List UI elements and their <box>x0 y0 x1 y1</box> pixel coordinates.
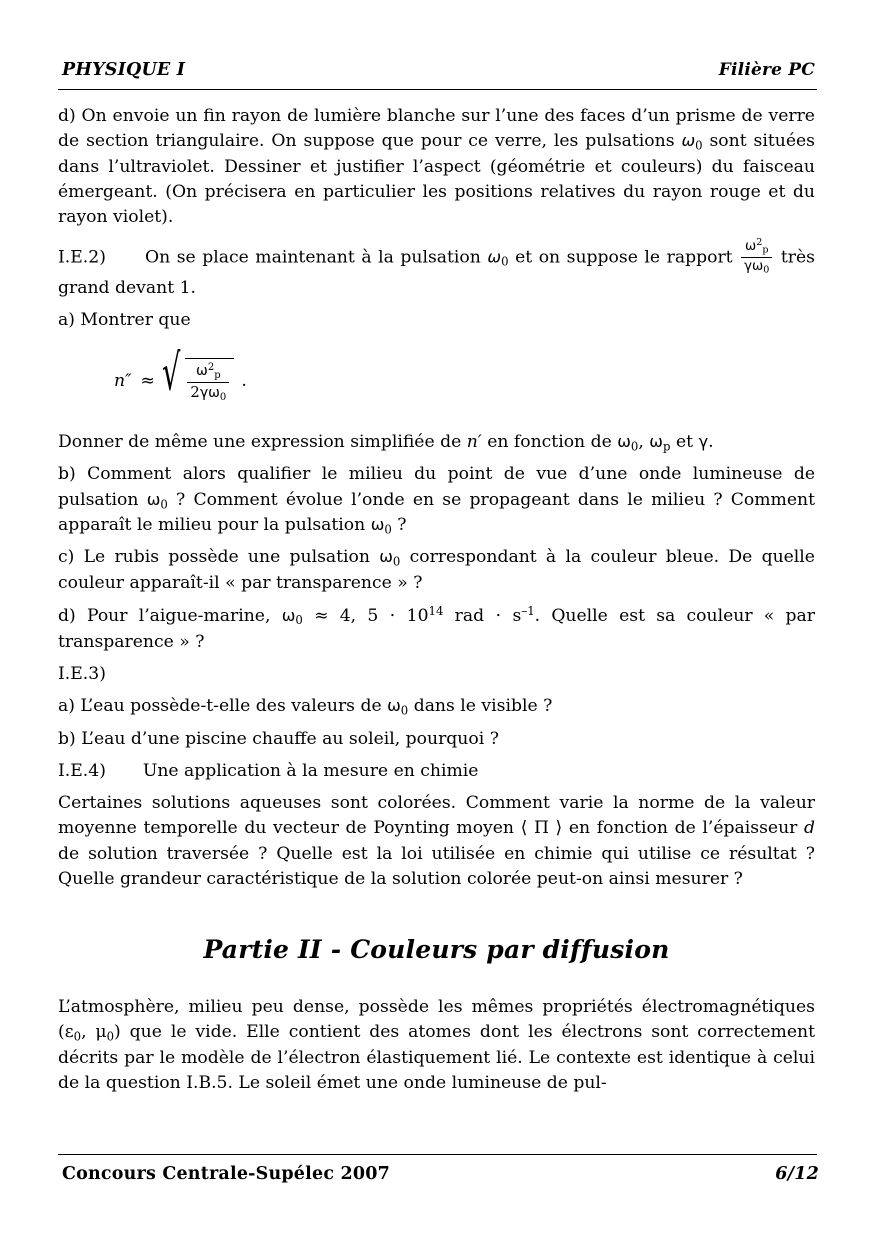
question-text-d1: On envoie un fin rayon de lumière blanche sur l’une des faces d’un prisme de verre de section triangulaire. On suppose que pour ce verre, les pulsations <box>58 106 815 152</box>
omega-subscript-zero: 0 <box>763 264 770 276</box>
question-label-d2: d) <box>58 606 76 627</box>
omega-symbol: ω <box>196 362 208 379</box>
page-footer <box>56 1154 819 1184</box>
section-label-ie3: I.E.3) <box>58 663 106 684</box>
part-title: Partie II - Couleurs par diffusion <box>203 935 670 965</box>
fraction-numerator <box>187 362 229 383</box>
question-text-b-1: Comment alors qualifier le milieu du point de vue d’une onde lumineuse de pulsation <box>58 464 815 510</box>
omega-subscript-zero: 0 <box>219 391 227 403</box>
ie2-dot: . <box>190 278 196 299</box>
section-label-ie4: I.E.4) <box>58 760 106 781</box>
poynting-symbol: ⟨ Π ⟩ <box>520 818 563 839</box>
footer-row <box>56 1164 819 1184</box>
question-label-a: a) <box>58 310 75 331</box>
n-prime-symbol: n′ <box>466 431 482 452</box>
omega-symbol: ω <box>752 258 764 274</box>
footer-page-number: 6/12 <box>775 1164 819 1184</box>
omega-subscript-zero: 0 <box>501 254 509 269</box>
ie2-text-2: et on suppose le rapport <box>515 247 733 268</box>
paragraph-ie4 <box>58 759 815 784</box>
section-label-ie2: I.E.2) <box>58 247 106 268</box>
question-label-a2: a) <box>58 696 75 717</box>
paren-close: ) <box>114 1022 121 1043</box>
value-units: rad ⋅ s <box>454 606 522 627</box>
question-label-b: b) <box>58 464 76 485</box>
question-label-d1: d) <box>58 106 76 126</box>
paragraph-ie2 <box>58 238 815 302</box>
question-text-b-3: ? <box>397 514 407 535</box>
radicand <box>185 358 234 406</box>
omega-symbol: ω <box>745 238 757 254</box>
inline-fraction-ratio <box>741 238 772 277</box>
paragraph-question-d2 <box>58 603 815 655</box>
radical-sign: √ <box>161 344 181 402</box>
omega-subscript-zero: 0 <box>400 703 409 718</box>
gamma-symbol: γ <box>698 431 709 451</box>
solutions-text-1: Certaines solutions aqueuses sont colorées. Comment varie la norme de la valeur moyenne temporelle du vecteur de Poynting moyen <box>58 793 815 839</box>
paragraph-atmosphere <box>58 995 815 1096</box>
donner-text-3: et <box>675 431 694 452</box>
header-subject: PHYSIQUE I <box>62 60 186 80</box>
omega-symbol: ω <box>617 431 631 451</box>
fraction-denominator <box>187 383 229 403</box>
donner-text-2: en fonction de <box>487 431 612 452</box>
equation-row <box>114 344 247 406</box>
question-text-a2-2: dans le visible ? <box>413 696 553 717</box>
epsilon-subscript-zero: 0 <box>73 1029 82 1044</box>
omega-superscript-two: 2 <box>756 236 763 248</box>
mu-symbol: , μ <box>81 1022 107 1043</box>
solutions-text-3: de solution traversée ? Quelle est la loi utilisée en chimie qui utilise ce résultat ? Quelle grandeur caractéristique de la solution colorée peut-on ainsi mesurer ? <box>58 843 815 889</box>
ie2-text-1: On se place maintenant à la pulsation <box>145 247 481 268</box>
omega-subscript-zero: 0 <box>384 522 392 537</box>
omega-symbol: ω <box>208 385 220 402</box>
omega-subscript-zero: 0 <box>695 138 703 153</box>
mu-subscript-zero: 0 <box>106 1029 115 1044</box>
fraction-numerator <box>741 238 772 258</box>
omega-subscript-zero: 0 <box>160 496 168 511</box>
paragraph-question-b2 <box>58 727 815 752</box>
value-number: ≈ 4, 5 ⋅ 10 <box>314 606 429 627</box>
header-filiere: Filière PC <box>718 60 815 80</box>
question-text-b-2: ? Comment évolue l’onde en se propageant dans le milieu ? Comment apparaît le milieu pour la pulsation <box>58 489 816 535</box>
equation-period: . <box>241 370 247 391</box>
question-label-c: c) <box>58 547 75 568</box>
omega-symbol: ω <box>281 606 296 626</box>
question-text-a2-1: L’eau possède-t-elle des valeurs de <box>80 696 382 717</box>
epsilon-open: (ε <box>58 1022 74 1043</box>
question-text-c-2: correspondant à la couleur bleue. De quelle couleur apparaît-il « par transparence » ? <box>58 547 815 593</box>
section-text-ie4: Une application à la mesure en chimie <box>142 760 479 781</box>
omega-subscript-p: p <box>762 244 769 256</box>
atmosphere-text-1: L’atmosphère, milieu peu dense, possède les mêmes propriétés électromagnétiques <box>58 996 815 1017</box>
omega-symbol: ω <box>387 696 401 716</box>
paragraph-question-b <box>58 462 815 538</box>
paragraph-solutions <box>58 791 815 892</box>
equation-approx-sign: ≈ <box>140 370 155 391</box>
radicand-fraction <box>187 362 229 404</box>
omega-symbol: ω <box>146 489 161 509</box>
thickness-symbol: d <box>803 818 815 839</box>
square-root <box>161 344 234 406</box>
paragraph-ie3 <box>58 662 815 687</box>
page-header <box>56 60 819 80</box>
ie2-text-3: très grand devant <box>58 247 816 299</box>
value-units-exponent: –1 <box>521 604 535 619</box>
omega-symbol: ω <box>681 131 696 151</box>
question-text-b2: L’eau d’une piscine chauffe au soleil, pourquoi ? <box>81 728 499 749</box>
omega-subscript-zero: 0 <box>392 554 401 569</box>
question-text-d2-2: . Quelle est sa couleur « par transparence » ? <box>58 606 816 652</box>
solutions-text-2: en fonction de l’épaisseur <box>568 818 798 839</box>
omega-symbol: ω <box>649 431 663 451</box>
display-equation <box>58 344 815 412</box>
fraction-denominator <box>741 258 772 276</box>
omega-symbol: ω <box>379 547 393 567</box>
donner-text-1: Donner de même une expression simplifiée de <box>58 431 462 452</box>
paragraph-question-a2 <box>58 694 815 719</box>
omega-symbol: ω <box>370 514 385 534</box>
question-text-c-1: Le rubis possède une pulsation <box>83 547 370 568</box>
omega-subscript-p: p <box>662 439 671 454</box>
omega-symbol: ω <box>487 247 502 267</box>
page-content <box>56 104 819 1096</box>
atmosphere-text-2: que le vide. Elle contient des atomes dont les électrons sont correctement décrits par le modèle de l’électron élastiquement lié. Le contexte est identique à celui de la question I.B.5. Le soleil émet une onde lumineuse de pul- <box>58 1022 815 1093</box>
question-text-a: Montrer que <box>80 310 191 331</box>
footer-source: Concours Centrale-Supélec 2007 <box>62 1164 390 1184</box>
header-divider <box>58 89 817 90</box>
ie2-one: 1 <box>179 278 191 299</box>
omega-subscript-p: p <box>214 369 221 381</box>
paragraph-question-a <box>58 308 815 333</box>
equation-lhs: n″ <box>114 370 132 391</box>
omega-subscript-zero: 0 <box>630 439 639 454</box>
omega-superscript-two: 2 <box>207 361 215 373</box>
gamma-symbol: γ <box>199 385 209 402</box>
donner-dot: . <box>708 431 714 452</box>
paragraph-question-d1 <box>58 104 815 231</box>
denominator-two: 2 <box>190 384 200 402</box>
paragraph-question-c <box>58 545 815 596</box>
omega-subscript-zero: 0 <box>295 613 303 628</box>
question-label-b2: b) <box>58 728 76 749</box>
question-text-d1-cont: sont situées dans l’ultraviolet. Dessiner et justifier l’aspect (géométrie et couleurs) du faisceau émergeant. (On précisera en particulier les positions relatives du rayon rouge et du rayon violet). <box>58 131 815 228</box>
gamma-symbol: γ <box>744 258 753 274</box>
value-exponent: 14 <box>428 604 444 619</box>
question-text-d2-1: Pour l’aigue-marine, <box>86 606 271 627</box>
footer-divider <box>58 1154 817 1155</box>
paragraph-donner: Donner de même une expression simplifiée de n′ en fonction de $\omega_0$, $\omega_p$ et γ. <box>58 431 714 454</box>
